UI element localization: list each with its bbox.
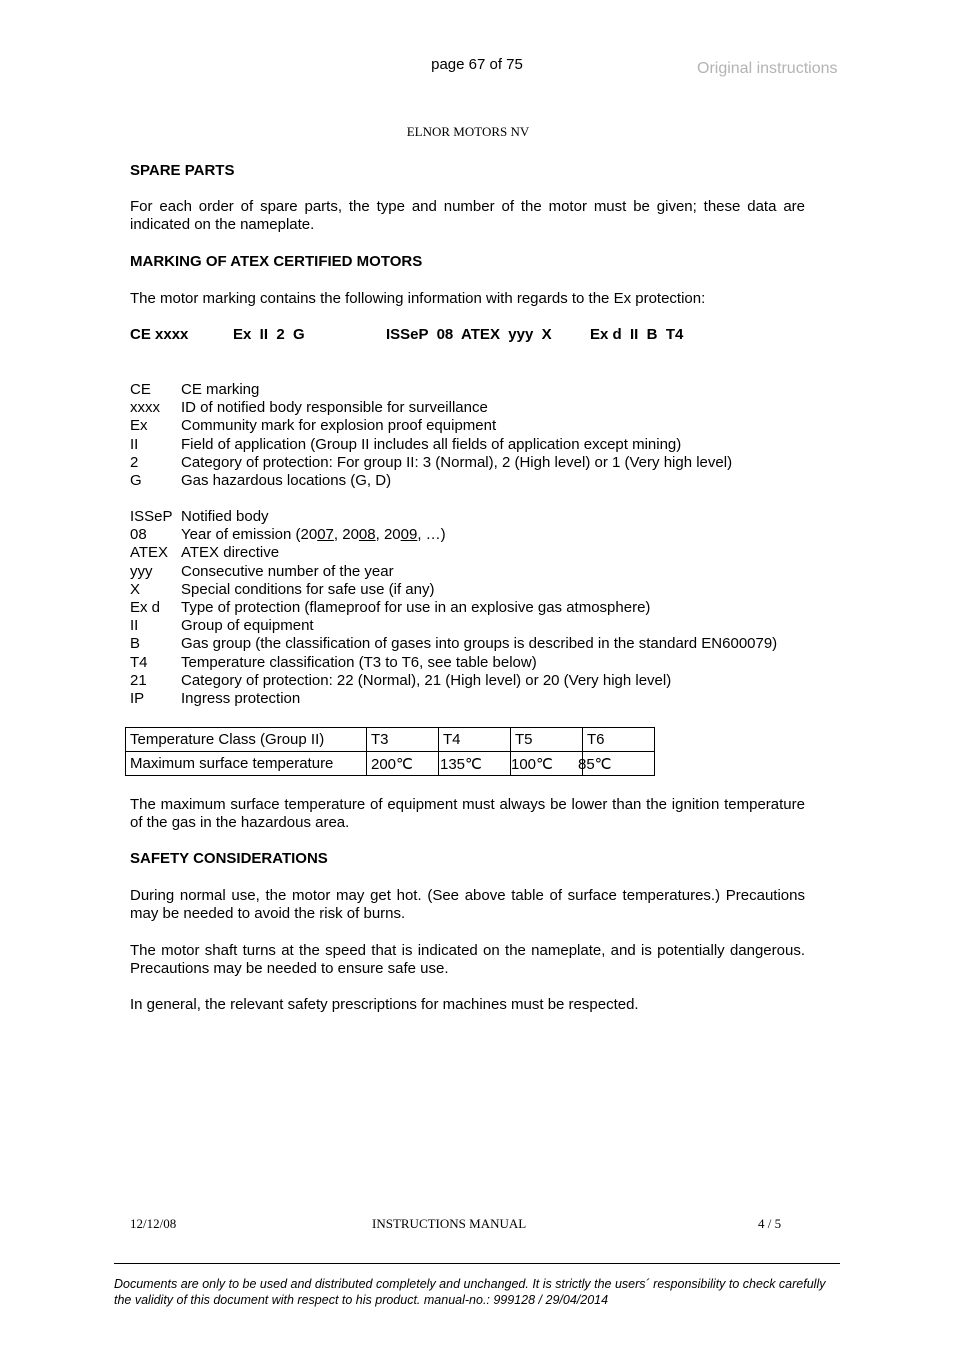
legend-code: II xyxy=(130,617,139,635)
temperature-table xyxy=(125,727,655,776)
marking-code-ce: CE xxxx xyxy=(130,326,189,343)
legend-code: II xyxy=(130,435,139,453)
legend-code: Ex xyxy=(130,417,148,435)
table-cell: T4 xyxy=(439,728,511,752)
legend-code: ATEX xyxy=(130,544,169,562)
marking-code-line xyxy=(0,326,954,344)
legend-desc: Temperature classification (T3 to T6, see table below) xyxy=(181,653,537,671)
legend-desc: Ingress protection xyxy=(181,690,301,707)
marking-heading: MARKING OF ATEX CERTIFIED MOTORS xyxy=(130,253,423,270)
table-cell: 135℃ xyxy=(439,752,511,776)
original-instructions-label: Original instructions xyxy=(697,60,838,77)
table-cell: 200℃ xyxy=(367,752,439,776)
legend-code: T4 xyxy=(130,653,148,671)
surface-temperature-note: The maximum surface temperature of equipment must always be lower than the ignition temperature of the gas in the hazardous area. xyxy=(130,796,805,831)
safety-paragraph-3: In general, the relevant safety prescriptions for machines must be respected. xyxy=(130,996,639,1013)
safety-paragraph-2: The motor shaft turns at the speed that is indicated on the nameplate, and is potentially dangerous. Precautions may be needed to ensure safe use. xyxy=(130,942,805,977)
marking-code-certificate: ISSeP 08 ATEX yyy X xyxy=(386,326,552,343)
legend-desc: Category of protection: 22 (Normal), 21 (High level) or 20 (Very high level) xyxy=(181,671,672,689)
safety-paragraph-1: During normal use, the motor may get hot. (See above table of surface temperatures.) Precautions may be needed to avoid the risk of burns. xyxy=(130,887,805,922)
footer-date: 12/12/08 xyxy=(130,1216,177,1231)
legend-code: X xyxy=(130,580,141,598)
legend-desc: Group of equipment xyxy=(181,617,314,635)
legend-desc: Special conditions for safe use (if any) xyxy=(181,580,435,598)
legend-desc: Notified body xyxy=(181,508,269,525)
legend-desc-year: Year of emission (2007, 2008, 2009, …) xyxy=(181,526,446,544)
legend-code: 2 xyxy=(130,453,139,471)
legend-desc: ATEX directive xyxy=(181,544,280,562)
table-header-row xyxy=(126,728,655,752)
legend-code: Ex d xyxy=(130,599,161,616)
legend-code: B xyxy=(130,635,141,653)
legend-desc: Community mark for explosion proof equipment xyxy=(181,417,497,435)
footer-page: 4 / 5 xyxy=(758,1216,782,1231)
table-cell: 100℃ xyxy=(511,752,583,776)
legend-code: G xyxy=(130,472,142,489)
page-number: page 67 of 75 xyxy=(431,56,523,73)
marking-code-protection: Ex d II B T4 xyxy=(590,326,684,343)
marking-intro: The motor marking contains the following information with regards to the Ex protection: xyxy=(130,290,706,307)
company-name: ELNOR MOTORS NV xyxy=(406,124,530,139)
table-cell: 85℃ xyxy=(583,752,655,776)
legend-code: 21 xyxy=(130,671,147,689)
legend-desc: Gas hazardous locations (G, D) xyxy=(181,472,392,489)
table-row xyxy=(126,752,655,776)
legend-desc: CE marking xyxy=(181,381,260,398)
table-cell: T3 xyxy=(367,728,439,752)
legend-desc: ID of notified body responsible for surveillance xyxy=(181,399,488,417)
footer-title: INSTRUCTIONS MANUAL xyxy=(372,1216,527,1231)
legend-code: IP xyxy=(130,690,145,707)
safety-heading: SAFETY CONSIDERATIONS xyxy=(130,850,328,867)
legend-desc: Category of protection: For group II: 3 (Normal), 2 (High level) or 1 (Very high level) xyxy=(181,453,733,471)
legend-desc: Type of protection (flameproof for use in an explosive gas atmosphere) xyxy=(181,599,651,616)
legend-code: CE xyxy=(130,381,151,398)
marking-code-ex-group: Ex II 2 G xyxy=(233,326,305,343)
legend-desc: Gas group (the classification of gases into groups is described in the standard EN600079) xyxy=(181,635,778,653)
legend-desc: Field of application (Group II includes all fields of application except mining) xyxy=(181,435,682,453)
table-cell: Maximum surface temperature xyxy=(126,752,367,776)
table-cell: T5 xyxy=(511,728,583,752)
legend-code: yyy xyxy=(130,562,153,580)
footer-divider xyxy=(114,1263,840,1264)
spare-parts-heading: SPARE PARTS xyxy=(130,162,235,179)
legend-desc: Consecutive number of the year xyxy=(181,562,394,580)
table-cell: Temperature Class (Group II) xyxy=(126,728,367,752)
table-cell: T6 xyxy=(583,728,655,752)
legend-code: ISSeP xyxy=(130,508,173,525)
legend-code: 08 xyxy=(130,526,147,544)
legend-code: xxxx xyxy=(130,399,160,417)
footer-disclaimer: Documents are only to be used and distributed completely and unchanged. It is strictly the users´ responsibility to check carefully the validity of this document with respect to his product. manual-no.: 999128 / 29/04/2014 xyxy=(114,1277,826,1307)
spare-parts-text: For each order of spare parts, the type and number of the motor must be given; these data are indicated on the nameplate. xyxy=(130,198,805,233)
